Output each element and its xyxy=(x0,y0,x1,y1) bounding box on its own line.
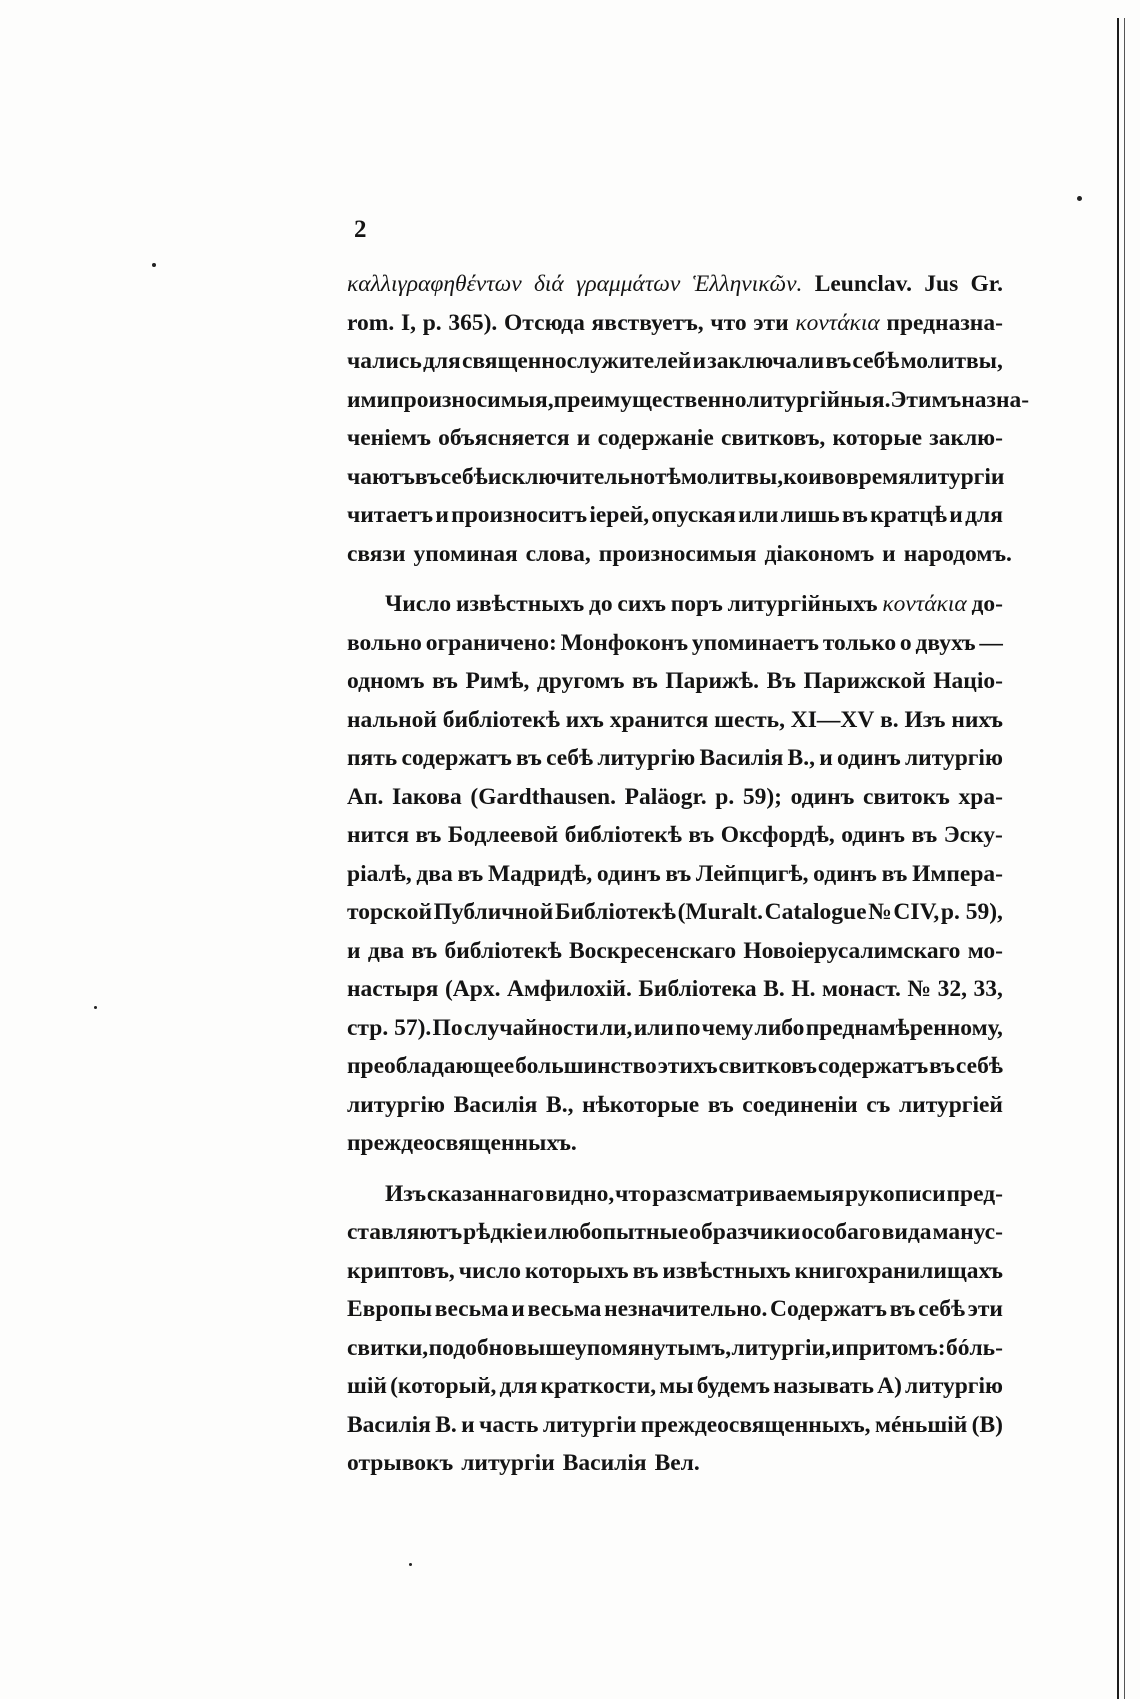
word: лишь xyxy=(780,502,840,528)
word: о xyxy=(899,629,912,656)
text-line xyxy=(347,1047,1003,1086)
word: манус- xyxy=(932,1219,1003,1245)
word: (Арх. xyxy=(444,976,501,1002)
word: двухъ xyxy=(915,629,976,656)
word: литургіи, xyxy=(731,1334,831,1361)
word: Leunclav. xyxy=(814,271,912,297)
word: въ xyxy=(631,668,658,694)
word: и xyxy=(819,745,833,771)
word: извѣстныхъ xyxy=(662,1257,791,1284)
word: два xyxy=(367,937,405,964)
word: Catalogue xyxy=(764,899,867,925)
word: одинъ xyxy=(813,860,877,887)
word: Библіотека xyxy=(638,976,757,1002)
word: случайности xyxy=(463,1014,599,1041)
word: одинъ xyxy=(841,822,905,848)
word: объясняется xyxy=(438,425,570,451)
word: Paläogr. xyxy=(624,783,707,810)
word: въ xyxy=(457,860,484,887)
word: для xyxy=(422,348,461,374)
word: себѣ xyxy=(955,1053,1003,1079)
word: образчики xyxy=(689,1219,801,1245)
word: Василія xyxy=(453,1091,538,1118)
scan-speck xyxy=(152,263,156,267)
text-line xyxy=(347,932,1003,971)
word: читаетъ xyxy=(347,502,434,528)
word: рѣдкіе xyxy=(463,1219,533,1245)
word: и xyxy=(533,1219,548,1245)
word: большинство xyxy=(515,1053,657,1079)
word: καλλιγραφηθέντων xyxy=(347,271,522,297)
text-line xyxy=(347,304,1003,343)
text-line xyxy=(347,662,1003,701)
page-number: 2 xyxy=(354,216,367,243)
text-line xyxy=(347,816,1003,855)
word: Число xyxy=(385,591,452,617)
word: кои xyxy=(783,463,822,490)
word: Оксфордѣ, xyxy=(720,822,835,848)
word: явствуетъ, xyxy=(591,309,704,336)
word: библіотекѣ xyxy=(564,822,682,848)
word: и xyxy=(949,502,963,528)
word: назна- xyxy=(961,386,1030,413)
text-line xyxy=(347,1444,1003,1483)
word: этихъ xyxy=(657,1053,718,1079)
word: литургію xyxy=(597,745,696,771)
word: торской xyxy=(347,899,433,925)
word: и xyxy=(435,502,449,528)
word: въ xyxy=(516,745,542,771)
text-line xyxy=(347,1367,1003,1406)
word: во xyxy=(821,463,846,490)
word: литургіи xyxy=(910,463,1005,490)
word: p. 59), xyxy=(940,899,1003,925)
word: литургію xyxy=(347,1091,445,1118)
word: другомъ xyxy=(536,668,625,694)
word: монаст. xyxy=(822,976,901,1002)
word: В. xyxy=(435,1411,457,1438)
word: краткости, xyxy=(540,1373,657,1399)
word: κοντάκια xyxy=(882,591,967,617)
text-line xyxy=(347,458,1003,497)
word: В. xyxy=(763,976,785,1002)
word: нальной xyxy=(347,706,437,733)
word: которые xyxy=(832,425,923,451)
word: свитковъ, xyxy=(721,425,826,451)
word: поръ xyxy=(670,591,723,617)
word: вида xyxy=(881,1219,932,1245)
word: ограничено: xyxy=(425,629,557,656)
word: произносимыя xyxy=(598,540,757,567)
word: Римѣ, xyxy=(465,668,530,694)
word: рукописи xyxy=(845,1180,946,1207)
word: Библіотекѣ xyxy=(554,899,676,925)
text-line xyxy=(347,535,1012,574)
word: διά xyxy=(533,271,564,297)
text-line xyxy=(347,701,1003,740)
word: криптовъ, xyxy=(347,1257,455,1284)
word: Василія xyxy=(562,1450,647,1476)
word: ими xyxy=(347,386,391,413)
word: заклю- xyxy=(929,425,1003,451)
word: упоминаетъ xyxy=(691,629,819,656)
word: въ xyxy=(889,1296,916,1322)
word: нихъ xyxy=(951,706,1003,733)
word: Лейпцигѣ, xyxy=(695,860,809,887)
word: Ἑλληνικῶν. xyxy=(692,271,803,297)
word: весьма xyxy=(527,1296,602,1322)
word: преимущественно xyxy=(553,386,747,413)
word: По xyxy=(432,1014,463,1041)
word: Воскресенскаго xyxy=(569,937,737,964)
paragraph xyxy=(347,585,1003,1163)
word: любопытные xyxy=(548,1219,689,1245)
text-line xyxy=(347,419,1003,458)
word: себѣ xyxy=(918,1296,966,1322)
word: что xyxy=(710,309,747,336)
text-line xyxy=(347,1252,1003,1291)
word: Монфоконъ xyxy=(560,629,689,656)
word: весьма xyxy=(434,1296,509,1322)
word: Іакова xyxy=(392,783,462,810)
word: одинъ xyxy=(837,745,901,771)
text-line xyxy=(347,624,1003,663)
word: ставляютъ xyxy=(347,1219,463,1245)
word: Импера- xyxy=(912,860,1003,887)
word: въ xyxy=(911,822,938,848)
word: κοντάκια xyxy=(795,309,880,336)
word: Jus xyxy=(924,271,959,297)
word: особаго xyxy=(801,1219,881,1245)
word: притомъ: xyxy=(845,1334,946,1361)
word: литургію xyxy=(904,745,1003,771)
word: заключали xyxy=(707,348,825,374)
word: 33, xyxy=(973,976,1003,1002)
word: Василія xyxy=(347,1411,431,1438)
word: до- xyxy=(971,591,1003,617)
text-line xyxy=(347,778,1003,817)
word: время xyxy=(845,463,911,490)
paragraph xyxy=(347,265,1030,573)
word: литургіи xyxy=(542,1411,637,1438)
word: нѣкоторые xyxy=(582,1091,700,1118)
word: CIV, xyxy=(893,899,940,925)
word: либо xyxy=(754,1014,805,1041)
word: шесть, xyxy=(714,706,785,733)
word: (Muralt. xyxy=(677,899,764,925)
word: Изъ xyxy=(904,706,946,733)
word: Этимъ xyxy=(890,386,962,413)
word: литургіей xyxy=(899,1091,1003,1118)
word: въ xyxy=(825,348,852,374)
word: эти xyxy=(753,309,789,336)
word: въ xyxy=(632,1257,659,1284)
word: литургійныя. xyxy=(746,386,891,413)
text-line xyxy=(347,1175,1003,1214)
word: p. xyxy=(715,783,735,810)
word: свитокъ xyxy=(863,783,950,810)
paragraph xyxy=(347,1175,1003,1483)
scan-speck xyxy=(1077,196,1082,201)
word: для xyxy=(499,1373,538,1399)
paragraph-gap xyxy=(347,573,1003,585)
word: и xyxy=(882,540,896,567)
word: Вел. xyxy=(654,1450,700,1476)
word: только xyxy=(822,629,897,656)
word: произносимыя, xyxy=(390,386,554,413)
word: Новоіерусалимскаго xyxy=(743,937,961,964)
word: В., xyxy=(787,745,815,771)
word: незначительно. xyxy=(604,1296,768,1322)
word: № xyxy=(907,976,932,1002)
word: Въ xyxy=(766,668,796,694)
word: по xyxy=(675,1014,701,1041)
word: сихъ xyxy=(617,591,666,617)
word: молитвы, xyxy=(680,463,784,490)
word: хра- xyxy=(958,783,1003,810)
word: преобладающее xyxy=(347,1053,515,1079)
word: Мадридѣ, xyxy=(487,860,593,887)
word: и xyxy=(831,1334,845,1361)
word: или xyxy=(738,502,779,528)
word: разсматриваемыя xyxy=(652,1180,845,1207)
word: преднамѣренному, xyxy=(805,1014,1003,1041)
word: въ xyxy=(415,822,442,848)
word: въ xyxy=(688,822,715,848)
word: связи xyxy=(347,540,406,567)
word: въ xyxy=(665,860,692,887)
word: и xyxy=(461,1411,475,1438)
word: Публичной xyxy=(433,899,554,925)
word: кратцѣ xyxy=(870,502,948,528)
word: литургію xyxy=(905,1373,1003,1399)
word: литургійныхъ xyxy=(727,591,878,617)
word: содержатъ xyxy=(401,745,512,771)
word: ченіемъ xyxy=(347,425,431,451)
text-line xyxy=(347,855,1003,894)
word: (который, xyxy=(390,1373,497,1399)
word: эти xyxy=(967,1296,1003,1322)
text-line xyxy=(347,893,1003,932)
word: свитки, xyxy=(347,1334,429,1361)
text-line xyxy=(347,1086,1003,1125)
scan-speck xyxy=(409,1563,412,1566)
word: Амфилохій. xyxy=(507,976,632,1002)
word: В., xyxy=(546,1091,574,1118)
word: бóль- xyxy=(946,1334,1003,1361)
word: или xyxy=(633,1014,674,1041)
word: себѣ xyxy=(852,348,900,374)
word: и xyxy=(576,425,591,451)
word: Парижской xyxy=(803,668,926,694)
word: которыхъ xyxy=(524,1257,629,1284)
word: діакономъ xyxy=(764,540,875,567)
word: содержаніе xyxy=(597,425,714,451)
text-line xyxy=(347,265,1003,304)
word: Содержатъ xyxy=(770,1296,887,1322)
word: мéньшій xyxy=(874,1411,968,1438)
word: часть xyxy=(479,1411,539,1438)
word: вольно xyxy=(347,629,422,656)
word: чались xyxy=(347,348,422,374)
word: одномъ xyxy=(347,668,425,694)
word: съ xyxy=(866,1091,891,1118)
word: въ xyxy=(411,937,438,964)
word: себѣ xyxy=(546,745,594,771)
word: свитковъ xyxy=(718,1053,817,1079)
word: (Gardthausen. xyxy=(470,783,616,810)
word: извѣстныхъ xyxy=(455,591,585,617)
text-line xyxy=(347,585,1003,624)
word: въ xyxy=(881,860,908,887)
word: Парижѣ. xyxy=(665,668,759,694)
word: сказаннаго xyxy=(426,1180,545,1207)
page-edge-line xyxy=(1124,18,1125,1699)
word: Европы xyxy=(347,1296,433,1322)
text-line xyxy=(347,970,1003,1009)
word: ли, xyxy=(599,1014,633,1041)
word: одинъ xyxy=(596,860,661,887)
word: ихъ xyxy=(565,706,604,733)
word: А) xyxy=(877,1373,902,1399)
word: Ап. xyxy=(347,783,384,810)
word: Бодлеевой xyxy=(447,822,559,848)
word: въ xyxy=(707,1091,734,1118)
word: соединеніи xyxy=(742,1091,858,1118)
word: шій xyxy=(347,1373,387,1399)
word: литургіи xyxy=(461,1450,555,1476)
word: пред- xyxy=(946,1180,1003,1207)
word: два xyxy=(416,860,453,887)
word: произноситъ xyxy=(451,502,588,528)
word: Изъ xyxy=(385,1180,427,1207)
word: тѣ xyxy=(655,463,681,490)
word: Эску- xyxy=(943,822,1003,848)
word: Націо- xyxy=(933,668,1003,694)
word: (В) xyxy=(971,1411,1003,1438)
word: и xyxy=(692,348,707,374)
text-line xyxy=(347,739,1003,778)
text-line xyxy=(347,342,1003,381)
word: ріалѣ, xyxy=(347,860,412,887)
body-text xyxy=(347,265,1030,1483)
word: Василія xyxy=(699,745,784,771)
word: содержатъ xyxy=(817,1053,929,1079)
word: себѣ xyxy=(440,463,488,490)
word: въ xyxy=(414,463,441,490)
word: — xyxy=(979,629,1003,656)
word: преждеосвященныхъ. xyxy=(347,1130,577,1156)
word: хранится xyxy=(609,706,709,733)
word: γραμμάτων xyxy=(576,271,681,297)
page-edge-shadow xyxy=(1117,18,1119,1699)
word: Gr. xyxy=(970,271,1003,297)
word: опуская xyxy=(651,502,736,528)
word: до xyxy=(588,591,613,617)
word: слова, xyxy=(525,540,591,567)
word: молитвы, xyxy=(900,348,1003,374)
text-line xyxy=(347,1124,1003,1163)
word: библіотекѣ xyxy=(442,706,560,733)
word: 365). xyxy=(448,309,498,336)
word: въ xyxy=(841,502,868,528)
text-line xyxy=(347,496,1003,535)
word: преждеосвященныхъ, xyxy=(640,1411,871,1438)
word: народомъ. xyxy=(903,540,1012,567)
word: 32, xyxy=(937,976,967,1002)
word: мы xyxy=(659,1373,694,1399)
text-line xyxy=(347,381,1030,420)
word: rom. xyxy=(347,309,395,336)
word: нится xyxy=(347,822,410,848)
word: число xyxy=(458,1257,521,1284)
text-line xyxy=(347,1213,1003,1252)
word: мо- xyxy=(967,937,1003,964)
word: и xyxy=(511,1296,525,1322)
word: одинъ xyxy=(790,783,855,810)
word: в. xyxy=(880,706,899,733)
word: предназна- xyxy=(886,309,1003,336)
word: № xyxy=(868,899,892,925)
word: вышеупомянутымъ, xyxy=(514,1334,732,1361)
word: пять xyxy=(347,745,398,771)
paragraph-gap xyxy=(347,1163,1003,1175)
word: упоминая xyxy=(413,540,518,567)
word: въ xyxy=(929,1053,955,1079)
text-line xyxy=(347,1009,1003,1048)
word: библіотекѣ xyxy=(444,937,562,964)
word: будемъ xyxy=(696,1373,770,1399)
word: настыря xyxy=(347,976,439,1002)
word: священнослужителей xyxy=(461,348,692,374)
word: XI—XV xyxy=(790,706,875,733)
word: подобно xyxy=(428,1334,514,1361)
word: іерей, xyxy=(589,502,650,528)
word: исключительно xyxy=(487,463,656,490)
text-line xyxy=(347,1406,1003,1445)
word: видно, xyxy=(544,1180,615,1207)
word: книгохранилищахъ xyxy=(794,1257,1003,1284)
word: 59); xyxy=(742,783,782,810)
word: для xyxy=(965,502,1003,528)
word: называть xyxy=(773,1373,874,1399)
word: и xyxy=(347,937,361,964)
scan-speck xyxy=(94,1006,97,1009)
word: чему xyxy=(701,1014,754,1041)
word: въ xyxy=(432,668,458,694)
word: Отсюда xyxy=(504,309,585,336)
word: I, xyxy=(400,309,416,336)
word: что xyxy=(615,1180,652,1207)
word: стр. 57). xyxy=(347,1014,432,1041)
word: Н. xyxy=(791,976,816,1002)
text-line xyxy=(347,1290,1003,1329)
word: p. xyxy=(422,309,442,336)
text-line xyxy=(347,1329,1003,1368)
word: отрывокъ xyxy=(347,1450,454,1476)
word: чаютъ xyxy=(347,463,415,490)
